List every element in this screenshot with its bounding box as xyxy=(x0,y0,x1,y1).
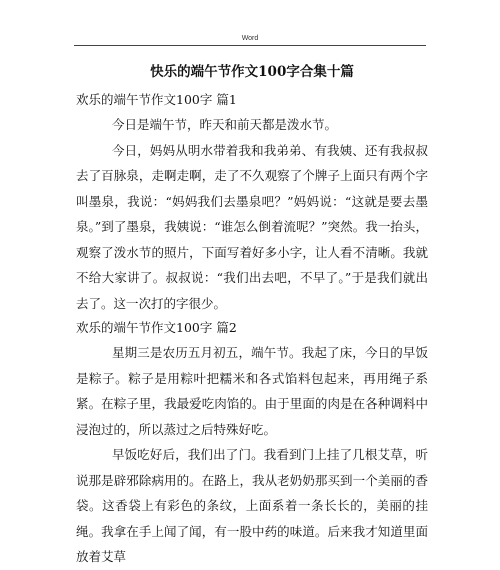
paragraph: 星期三是农历五月初五，端午节。我起了床，今日的早饭是粽子。粽子是用粽叶把糯米和各式馅料包起来，再用绳子系紧。在粽子里，我最爱吃肉馅的。由于里面的肉是在各种调料中浸泡过的，所以蒸过之后特殊好吃。 xyxy=(76,345,428,437)
document-title: 快乐的端午节作文100字合集十篇 xyxy=(150,64,354,80)
paragraph: 今日，妈妈从明水带着我和我弟弟、有我姨、还有我叔叔去了百脉泉，走啊走啊，走了不久观察了个牌子上面只有两个字叫墨泉，我说：“妈妈我们去墨泉吧？”妈妈说：“这就是要去墨泉。”到了墨泉，我姨说：“谁怎么倒着流呢？”突然。我一抬头，观察了泼水节的照片，下面写着好多小字，让人看不清晰。我就不给大家讲了。叔叔说：“我们出去吧，不早了。”于是我们就出去了。这一次打的字很少。 xyxy=(76,142,428,311)
document-body xyxy=(76,60,428,570)
section-heading: 欢乐的端午节作文100字 篇1 xyxy=(76,92,237,107)
header-rule xyxy=(74,45,426,46)
paragraph: 早饭吃好后，我们出了门。我看到门上挂了几根艾草，听说那是辟邪除病用的。在路上，我从老奶奶那买到一个美丽的香袋。这香袋上有彩色的条纹，上面系着一条长长的，美丽的挂绳。我拿在手上闻了闻，有一股中药的味道。后来我才知道里面放着艾草 xyxy=(76,447,428,564)
page-header-label: Word xyxy=(241,35,259,42)
section-heading: 欢乐的端午节作文100字 篇2 xyxy=(76,320,237,335)
paragraph: 今日是端午节，昨天和前天都是泼水节。 xyxy=(112,117,338,132)
